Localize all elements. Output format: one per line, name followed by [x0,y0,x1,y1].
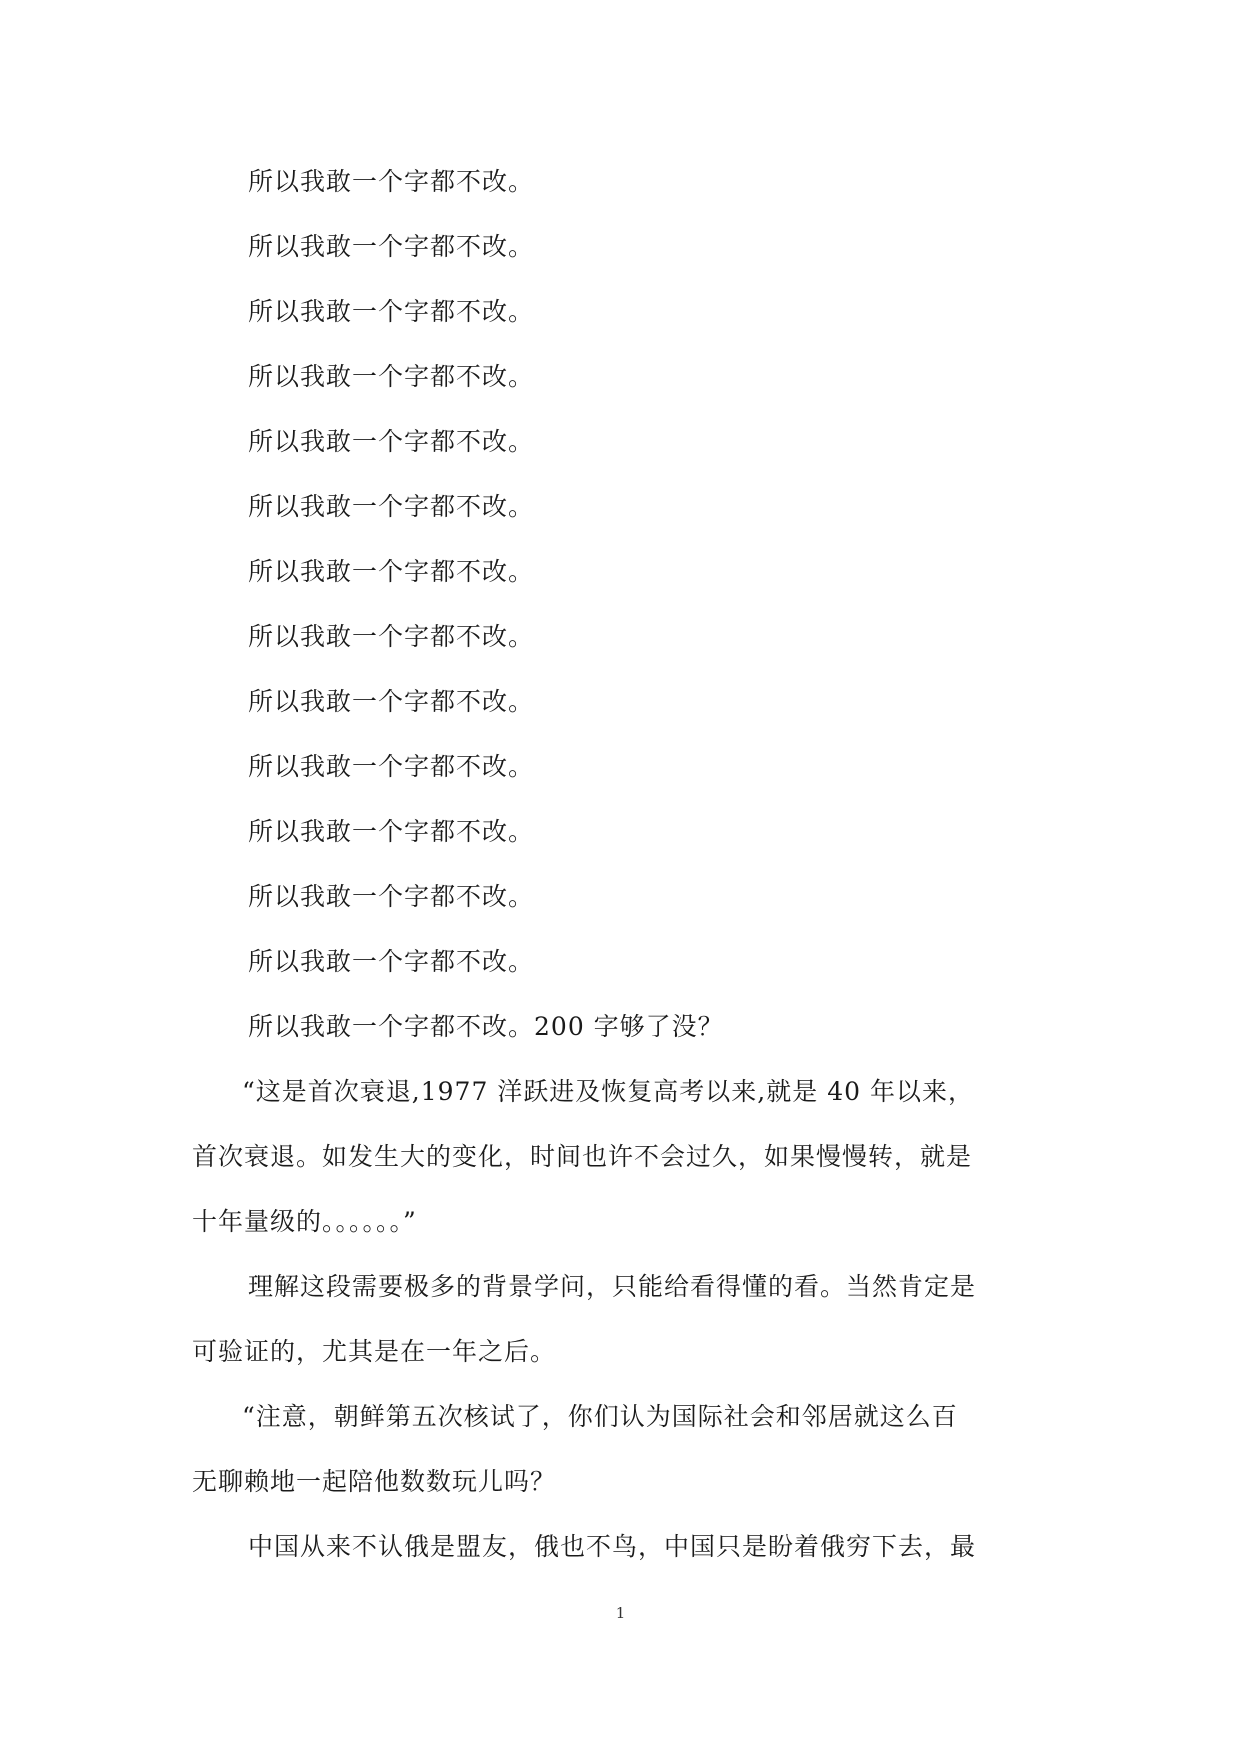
repeated-line: 所以我敢一个字都不改。 [248,427,535,456]
repeated-line: 所以我敢一个字都不改。 [248,557,535,586]
understand-line2: 可验证的，尤其是在一年之后。 [192,1337,557,1366]
quote2-line1: “注意，朝鲜第五次核试了，你们认为国际社会和邻居就这么百 [242,1402,958,1431]
repeated-line: 所以我敢一个字都不改。 [248,492,535,521]
quote1-line3: 十年量级的。。。。。。” [192,1207,417,1236]
repeated-line: 所以我敢一个字都不改。 [248,232,535,261]
page-number: 1 [615,1604,626,1622]
repeated-line: 所以我敢一个字都不改。 [248,167,535,196]
repeated-line: 所以我敢一个字都不改。 [248,817,535,846]
quote1-line1: “这是首次衰退,1977 洋跃进及恢复高考以来,就是 40 年以来， [242,1077,974,1106]
quote2-line2: 无聊赖地一起陪他数数玩儿吗？ [192,1467,557,1496]
repeated-line: 所以我敢一个字都不改。 [248,297,535,326]
repeated-line: 所以我敢一个字都不改。 [248,882,535,911]
repeated-line: 所以我敢一个字都不改。 [248,622,535,651]
quote1-line2: 首次衰退。如发生大的变化，时间也许不会过久，如果慢慢转，就是 [192,1142,973,1171]
repeated-line: 所以我敢一个字都不改。 [248,362,535,391]
body-text [192,160,1052,1590]
repeated-line: 所以我敢一个字都不改。 [248,752,535,781]
understand-line1: 理解这段需要极多的背景学问，只能给看得懂的看。当然肯定是 [248,1272,977,1301]
repeated-line: 所以我敢一个字都不改。 [248,947,535,976]
repeated-line: 所以我敢一个字都不改。 [248,687,535,716]
final-repeat-line: 所以我敢一个字都不改。200 字够了没？ [248,1012,724,1041]
china-line1: 中国从来不认俄是盟友，俄也不鸟，中国只是盼着俄穷下去，最 [248,1532,977,1561]
